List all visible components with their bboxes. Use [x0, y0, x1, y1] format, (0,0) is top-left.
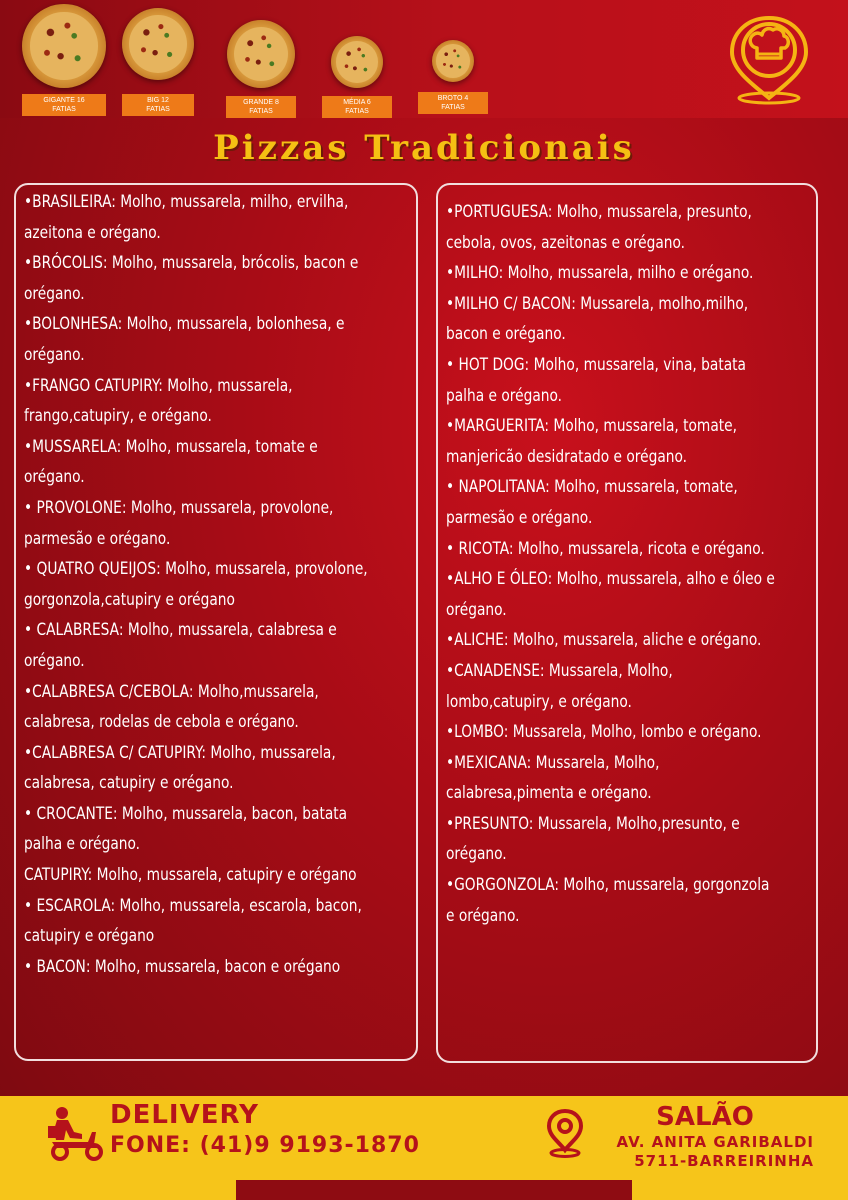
- list-item: •MILHO: Molho, mussarela, milho e orégano.: [446, 263, 754, 284]
- menu-list-right: [446, 197, 818, 931]
- list-item: •MEXICANA: Mussarela, Molho, calabresa,pimenta e orégano.: [446, 752, 660, 804]
- list-item: •CALABRESA C/CEBOLA: Molho,mussarela, calabresa, rodelas de cebola e orégano.: [24, 681, 319, 733]
- size-label: GIGANTE 16 FATIAS: [22, 94, 106, 116]
- page-title: Pizzas Tradicionais: [213, 128, 635, 168]
- pizza-image: [122, 8, 194, 80]
- chef-hat-location-pin-icon: [722, 12, 816, 106]
- delivery-scooter-icon: [48, 1104, 106, 1162]
- pizza-sizes: [0, 0, 520, 118]
- pizza-image: [331, 36, 383, 88]
- salao-title: SALÃO: [656, 1102, 754, 1132]
- size-big: [122, 8, 194, 116]
- delivery-info: [110, 1099, 420, 1161]
- list-item: •LOMBO: Mussarela, Molho, lombo e orégano.: [446, 722, 762, 743]
- list-item: • CALABRESA: Molho, mussarela, calabresa e orégano.: [24, 620, 337, 671]
- list-item: CATUPIRY: Molho, mussarela, catupiry e orégano: [24, 865, 357, 886]
- list-item: • HOT DOG: Molho, mussarela, vina, batata palha e orégano.: [446, 354, 746, 406]
- list-item: •CANADENSE: Mussarela, Molho, lombo,catupiry, e orégano.: [446, 660, 673, 712]
- list-item: •MARGUERITA: Molho, mussarela, tomate, manjericão desidratado e orégano.: [446, 416, 738, 467]
- list-item: •FRANGO CATUPIRY: Molho, mussarela, frango,catupiry, e orégano.: [24, 375, 293, 427]
- pizza-image: [432, 40, 474, 82]
- pizza-image: [22, 4, 106, 88]
- list-item: • RICOTA: Molho, mussarela, ricota e orégano.: [446, 538, 765, 559]
- list-item: •BOLONHESA: Molho, mussarela, bolonhesa, e orégano.: [24, 314, 345, 365]
- address-line-2: 5711-BARREIRINHA: [634, 1152, 814, 1170]
- list-item: • ESCAROLA: Molho, mussarela, escarola, bacon, catupiry e orégano: [24, 895, 362, 947]
- menu-list-left: [24, 187, 420, 982]
- list-item: • CROCANTE: Molho, mussarela, bacon, batata palha e orégano.: [24, 803, 348, 855]
- size-label: BROTO 4 FATIAS: [418, 92, 488, 114]
- size-gigante: [22, 4, 106, 116]
- list-item: •CALABRESA C/ CATUPIRY: Molho, mussarela, calabresa, catupiry e orégano.: [24, 742, 336, 794]
- list-item: •ALICHE: Molho, mussarela, aliche e orégano.: [446, 630, 762, 651]
- list-item: • QUATRO QUEIJOS: Molho, mussarela, provolone, gorgonzola,catupiry e orégano: [24, 559, 368, 610]
- list-item: • PROVOLONE: Molho, mussarela, provolone, parmesão e orégano.: [24, 497, 334, 549]
- size-broto: [418, 40, 488, 114]
- delivery-title: DELIVERY: [110, 1100, 259, 1130]
- location-pin-icon: [545, 1108, 585, 1158]
- address-line-1: AV. ANITA GARIBALDI: [616, 1133, 814, 1151]
- delivery-phone[interactable]: FONE: (41)9 9193-1870: [110, 1133, 420, 1158]
- size-label: GRANDE 8 FATIAS: [226, 96, 296, 118]
- list-item: • NAPOLITANA: Molho, mussarela, tomate, parmesão e orégano.: [446, 477, 738, 528]
- size-label: BIG 12 FATIAS: [122, 94, 194, 116]
- footer-bottom-band: [236, 1180, 632, 1200]
- list-item: •ALHO E ÓLEO: Molho, mussarela, alho e óleo e orégano.: [446, 569, 775, 620]
- size-label: MÉDIA 6 FATIAS: [322, 96, 392, 118]
- list-item: •GORGONZOLA: Molho, mussarela, gorgonzola e orégano.: [446, 875, 770, 926]
- list-item: •PORTUGUESA: Molho, mussarela, presunto, cebola, ovos, azeitonas e orégano.: [446, 202, 752, 253]
- list-item: •BRASILEIRA: Molho, mussarela, milho, ervilha, azeitona e orégano.: [24, 192, 349, 243]
- size-grande: [226, 20, 296, 118]
- size-media: [322, 36, 392, 118]
- list-item: •PRESUNTO: Mussarela, Molho,presunto, e orégano.: [446, 813, 740, 865]
- salao-info: [596, 1101, 814, 1171]
- list-item: •MILHO C/ BACON: Mussarela, molho,milho, bacon e orégano.: [446, 293, 749, 345]
- list-item: •MUSSARELA: Molho, mussarela, tomate e orégano.: [24, 436, 318, 488]
- list-item: •BRÓCOLIS: Molho, mussarela, brócolis, bacon e orégano.: [24, 253, 359, 304]
- list-item: • BACON: Molho, mussarela, bacon e orégano: [24, 956, 341, 977]
- pizza-image: [227, 20, 295, 88]
